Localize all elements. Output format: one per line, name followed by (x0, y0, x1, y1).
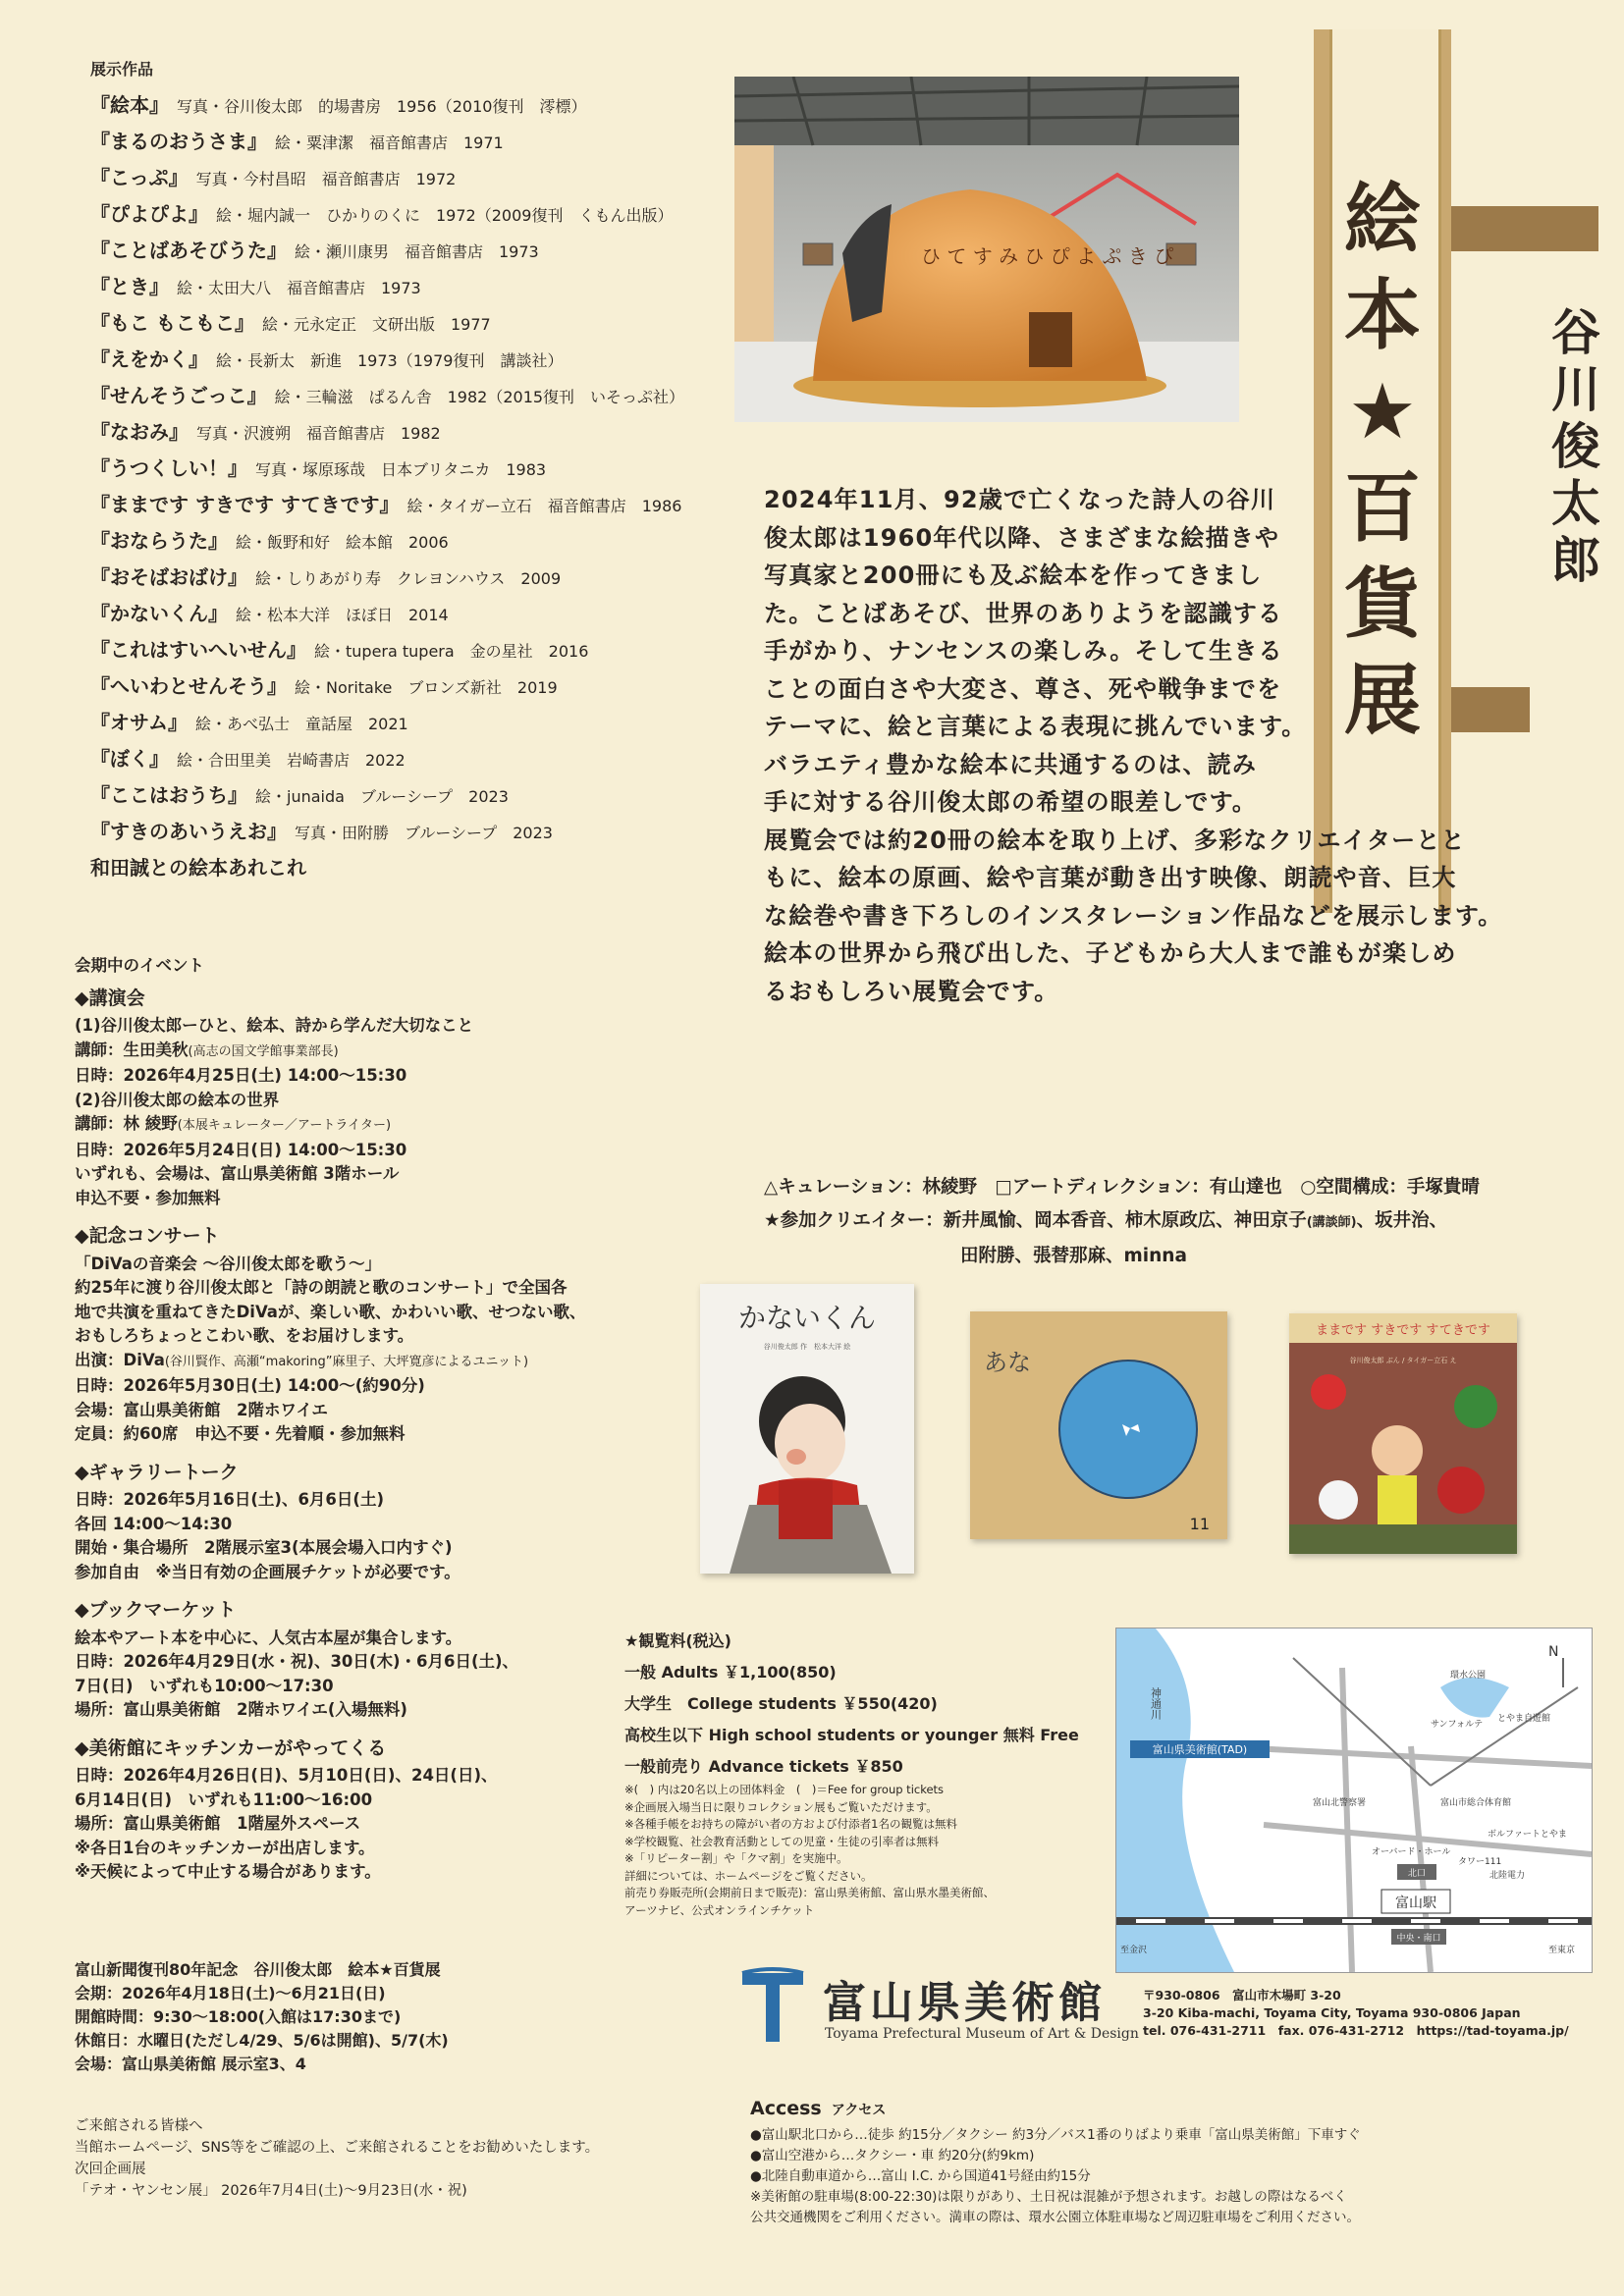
work-title: 『おそばおばけ』 (90, 565, 247, 589)
fee-line: 一般前売り Advance tickets ￥850 (624, 1757, 903, 1776)
title-char: 展 (1343, 657, 1421, 745)
map-label: 至金沢 (1120, 1946, 1148, 1955)
fee-line: 大学生 College students ￥550(420) (624, 1694, 938, 1713)
book-market-title: ◆ブックマーケット (75, 1599, 237, 1621)
work-detail: 絵・粟津潔 福音館書店 1971 (275, 133, 504, 152)
works-heading: 展示作品 (90, 60, 154, 79)
map-label-river: 神通川 (1149, 1687, 1163, 1720)
north-arrow-icon: N (1548, 1644, 1559, 1660)
work-item (90, 525, 719, 561)
map-label: 富山北警察署 (1313, 1798, 1367, 1808)
lecture-line: (1)谷川俊太郎ーひと、絵本、詩から学んだ大切なこと (75, 1016, 474, 1035)
fee-note: ※( ) 内は20名以上の団体料金 ( )＝Fee for group tickets (624, 1783, 945, 1796)
author-char: 川 (1551, 361, 1600, 418)
work-title: 『すきのあいうえお』 (90, 820, 287, 843)
intro-line: 手に対する谷川俊太郎の希望の眼差しです。 (764, 788, 1258, 816)
exhibition-info (75, 1958, 703, 2076)
museum-name-en: Toyama Prefectural Museum of Art & Design (825, 2026, 1139, 2042)
work-detail: 写真・塚原琢哉 日本ブリタニカ 1983 (255, 460, 547, 479)
intro-line: 2024年11月、92歳で亡くなった詩人の谷川 (764, 486, 1276, 513)
work-item (90, 307, 719, 344)
intro-line: 絵本の世界から飛び出した、子どもから大人まで誰もが楽しめ (764, 939, 1457, 967)
work-title: 『ぴよぴよ』 (90, 202, 208, 226)
gallery-talk-line: 参加自由 ※当日有効の企画展チケットが必要です。 (75, 1562, 460, 1581)
work-item (90, 743, 719, 779)
work-title: 『ぼく』 (90, 747, 169, 771)
work-item (90, 126, 719, 162)
work-item (90, 779, 719, 816)
fee-note: ※「リピーター割」や「クマ割」を実施中。 (624, 1851, 848, 1865)
map-label: オーバード・ホール (1372, 1847, 1451, 1857)
work-detail: 絵・三輪滋 ぱるん舎 1982（2015復刊 いそっぷ社） (274, 388, 685, 406)
work-detail: 絵・瀬川康男 福音館書店 1973 (295, 242, 539, 261)
lecture-line: 講師：生田美秋(高志の国文学館事業部長) (75, 1040, 339, 1059)
access-line: 公共交通機関をご利用ください。満車の際は、環水公園立体駐車場など周辺駐車場をご利用ください。 (750, 2210, 1360, 2225)
fee-line: 一般 Adults ￥1,100(850) (624, 1663, 837, 1682)
fee-note: ※各種手帳をお持ちの障がい者の方および付添者1名の観覧は無料 (624, 1817, 957, 1831)
museum-address (1143, 1987, 1569, 2040)
map-label: 中央・南口 (1396, 1934, 1441, 1944)
visitor-notes (75, 2115, 703, 2202)
fee-note: ※学校観覧、社会教育活動としての児童・生徒の引率者は無料 (624, 1834, 940, 1848)
intro-line: バラエティ豊かな絵本に共通するのは、読み (764, 750, 1258, 778)
title-char: 本 (1343, 272, 1421, 360)
book-cover-ana (970, 1311, 1227, 1539)
book-cover-kanaikun (700, 1284, 914, 1574)
work-detail: 絵・junaida ブルーシープ 2023 (255, 787, 509, 806)
work-item (90, 235, 719, 271)
note-line: 「テオ・ヤンセン展」 2026年7月4日(土)〜9月23日(水・祝) (75, 2183, 467, 2199)
intro-line: テーマに、絵と言葉による表現に挑んでいます。 (764, 713, 1307, 740)
work-item (90, 344, 719, 380)
intro-text (764, 481, 1589, 1010)
info-line: 富山新聞復刊80年記念 谷川俊太郎 絵本★百貨展 (75, 1960, 441, 1979)
work-title: 『うつくしい！』 (90, 456, 247, 480)
book-market-line: 日時：2026年4月29日(水・祝)、30日(木)・6月6日(土)、 (75, 1652, 519, 1671)
intro-line: るおもしろい展覧会です。 (764, 977, 1059, 1005)
author-char: 郎 (1551, 532, 1600, 589)
note-line: 次回企画展 (75, 2162, 146, 2177)
access-heading: Access アクセス (750, 2098, 887, 2119)
title-char: ★ (1348, 368, 1417, 456)
work-item (90, 598, 719, 634)
work-title: 『とき』 (90, 275, 169, 298)
kitchen-car-line: ※天候によって中止する場合があります。 (75, 1862, 381, 1881)
work-detail: 絵・合田里美 岩崎書店 2022 (177, 751, 406, 770)
map-label-museum: 富山県美術館(TAD) (1152, 1743, 1248, 1756)
work-title: 『ことばあそびうた』 (90, 239, 287, 262)
work-detail: 絵・松本大洋 ほぼ日 2014 (236, 606, 449, 624)
work-item (90, 816, 719, 852)
lecture-line: 講師：林 綾野(本展キュレーター／アートライター) (75, 1114, 392, 1133)
work-item (90, 453, 719, 489)
work-detail: 絵・しりあがり寿 クレヨンハウス 2009 (255, 569, 562, 588)
book-title: あな (984, 1349, 1031, 1376)
concert-line: おもしろちょっとこわい歌、をお届けします。 (75, 1326, 414, 1345)
work-title: 『こっぷ』 (90, 166, 189, 189)
author-char: 谷 (1551, 304, 1600, 361)
work-title: 『これはすいへいせん』 (90, 638, 306, 662)
concert-line: 日時：2026年5月30日(土) 14:00〜(約90分) (75, 1376, 425, 1395)
kitchen-car-line: 6月14日(日) いずれも11:00〜16:00 (75, 1789, 373, 1809)
gallery-talk-line: 開始・集合場所 2階展示室3(本展会場入口内すぐ) (75, 1538, 453, 1557)
banner-tab (1451, 206, 1598, 251)
gallery-talk-line: 各回 14:00〜14:30 (75, 1514, 233, 1533)
work-title: 『へいわとせんそう』 (90, 674, 287, 698)
exhibition-photo (734, 77, 1239, 422)
access-line: ●北陸自動車道から…富山 I.C. から国道41号経由約15分 (750, 2168, 1091, 2184)
map-label: 環水公園 (1450, 1671, 1487, 1681)
book-market-line: 場所：富山県美術館 2階ホワイエ(入場無料) (75, 1700, 407, 1719)
fee-note: 詳細については、ホームページをご覧ください。 (624, 1868, 873, 1883)
book-market-section (75, 1598, 703, 1723)
book-subtitle: 谷川俊太郎 作 松本大洋 絵 (763, 1343, 851, 1351)
info-line: 会場：富山県美術館 展示室3、4 (75, 2055, 306, 2073)
work-item (90, 852, 719, 888)
concert-line: 会場：富山県美術館 2階ホワイエ (75, 1400, 328, 1419)
fee-note: ※企画展入場当日に限りコレクション展もご覧いただけます。 (624, 1799, 938, 1814)
work-title: 『えをかく』 (90, 347, 208, 371)
book-number: 11 (1189, 1515, 1210, 1533)
book-market-line: 絵本やアート本を中心に、人気古本屋が集合します。 (75, 1628, 462, 1647)
work-detail: 絵・太田大八 福音館書店 1973 (177, 279, 421, 297)
access-line: ※美術館の駐車場(8:00-22:30)は限りがあり、土日祝は混雑が予想されます。お越しの際はなるべく (750, 2189, 1347, 2205)
lecture-line: 日時：2026年5月24日(日) 14:00〜15:30 (75, 1140, 407, 1159)
work-item (90, 198, 719, 235)
map-label: とやま自遊館 (1497, 1714, 1551, 1724)
work-title: 『おならうた』 (90, 529, 228, 553)
work-title: 和田誠との絵本あれこれ (90, 856, 306, 880)
work-item (90, 271, 719, 307)
work-detail: 絵・Noritake ブロンズ新社 2019 (295, 678, 558, 697)
work-title: 『絵本』 (90, 93, 169, 117)
address-line: tel. 076-431-2711 fax. 076-431-2712 https://tad-toyama.jp/ (1143, 2023, 1569, 2038)
access-line: ●富山空港から…タクシー・車 約20分(約9km) (750, 2148, 1035, 2163)
title-char: 絵 (1343, 176, 1421, 264)
lecture-line: 日時：2026年4月25日(土) 14:00〜15:30 (75, 1066, 407, 1085)
fee-notes (624, 1782, 1086, 1919)
address-line: 〒930-0806 富山市木場町 3-20 (1143, 1988, 1341, 2002)
intro-line: もに、絵本の原画、絵や言葉が動き出す映像、朗読や音、巨大 (764, 864, 1457, 891)
concert-line: 出演：DiVa(谷川賢作、高瀬“makoring”麻里子、大坪寛彦によるユニット) (75, 1350, 529, 1369)
concert-section (75, 1224, 703, 1447)
credits-line: △キュレーション：林綾野 □アートディレクション：有山達也 ○空間構成：手塚貴晴 (764, 1177, 1480, 1198)
info-line: 開館時間：9:30〜18:00(入館は17:30まで) (75, 2007, 402, 2026)
intro-line: 展覧会では約20冊の絵本を取り上げ、多彩なクリエイターとと (764, 826, 1466, 854)
intro-line: ことの面白さや大変さ、尊さ、死や戦争までを (764, 674, 1282, 703)
events-section (75, 954, 703, 1898)
book-market-line: 7日(日) いずれも10:00〜17:30 (75, 1676, 334, 1695)
concert-line: 約25年に渡り谷川俊太郎と「詩の朗読と歌のコンサート」で全国各 (75, 1278, 568, 1297)
title-char: 貨 (1343, 561, 1421, 649)
events-heading: 会期中のイベント (75, 956, 204, 975)
work-item (90, 489, 719, 525)
work-detail: 写真・谷川俊太郎 的場書房 1956（2010復刊 澪標） (177, 97, 587, 116)
kitchen-car-title: ◆美術館にキッチンカーがやってくる (75, 1736, 387, 1759)
map-label-station: 富山駅 (1395, 1896, 1436, 1911)
work-item (90, 670, 719, 707)
gallery-talk-line: 日時：2026年5月16日(土)、6月6日(土) (75, 1490, 384, 1509)
kitchen-car-line: 場所：富山県美術館 1階屋外スペース (75, 1814, 361, 1833)
work-detail: 絵・タイガー立石 福音館書店 1986 (406, 497, 682, 515)
fee-line: 高校生以下 High school students or younger 無料 Free (624, 1726, 1079, 1744)
work-title: 『ままです すきです すてきです』 (90, 493, 400, 516)
author-char: 太 (1551, 475, 1600, 532)
work-detail: 絵・tupera tupera 金の星社 2016 (314, 642, 589, 661)
map-label: ボルファートとやま (1488, 1830, 1567, 1840)
work-item (90, 634, 719, 670)
intro-line: 写真家と200冊にも及ぶ絵本を作ってきまし (764, 561, 1263, 589)
lecture-title: ◆講演会 (75, 987, 145, 1009)
work-detail: 絵・元永定正 文研出版 1977 (261, 315, 491, 334)
info-line: 会期：2026年4月18日(土)〜6月21日(日) (75, 1984, 386, 2002)
intro-line: 俊太郎は1960年代以降、さまざまな絵描きや (764, 523, 1280, 552)
work-detail: 絵・あべ弘士 童話屋 2021 (195, 715, 408, 733)
work-title: 『まるのおうさま』 (90, 130, 267, 153)
book-title: かないくん (737, 1302, 877, 1334)
author-char: 俊 (1551, 418, 1600, 475)
credits-line: 田附勝、張替那麻、minna (960, 1246, 1187, 1266)
kitchen-car-section (75, 1736, 703, 1885)
access-map (1115, 1628, 1593, 1973)
intro-line: な絵巻や書き下ろしのインスタレーション作品などを展示します。 (764, 901, 1503, 930)
note-line: ご来館される皆様へ (75, 2118, 203, 2134)
work-detail: 絵・堀内誠一 ひかりのくに 1972（2009復刊 くもん出版） (216, 206, 674, 225)
work-item (90, 380, 719, 416)
work-title: 『もこ もこもこ』 (90, 311, 254, 335)
work-detail: 写真・沢渡朔 福音館書店 1982 (196, 424, 441, 443)
map-label: 北陸電力 (1489, 1871, 1526, 1881)
concert-line: 定員：約60席 申込不要・先着順・参加無料 (75, 1424, 406, 1443)
museum-name: 富山県美術館 (823, 1978, 1106, 2028)
work-item (90, 162, 719, 198)
kitchen-car-line: ※各日1台のキッチンカーが出店します。 (75, 1838, 375, 1857)
work-item (90, 561, 719, 598)
work-title: 『オサム』 (90, 711, 188, 734)
lecture-section (75, 987, 703, 1211)
work-detail: 写真・田附勝 ブルーシープ 2023 (295, 824, 553, 842)
fee-note: 前売り券販売所(会期前日まで販売)：富山県美術館、富山県水墨美術館、 (624, 1886, 995, 1899)
book-cover-mamadesu (1289, 1313, 1517, 1554)
credits-line: ★参加クリエイター：新井風愉、岡本香音、柿木原政広、神田京子(講談師)、坂井治、 (764, 1210, 1448, 1231)
work-title: 『ここはおうち』 (90, 783, 247, 807)
map-label: 北口 (1407, 1869, 1427, 1879)
lecture-line: (2)谷川俊太郎の絵本の世界 (75, 1090, 280, 1109)
title-char: 百 (1343, 464, 1421, 553)
concert-title: ◆記念コンサート (75, 1225, 220, 1247)
work-item (90, 416, 719, 453)
kitchen-car-line: 日時：2026年4月26日(日)、5月10日(日)、24日(日)、 (75, 1766, 498, 1785)
map-label: タワー111 (1458, 1857, 1502, 1867)
map-label: 富山市総合体育館 (1440, 1798, 1512, 1808)
address-line: 3-20 Kiba-machi, Toyama City, Toyama 930-0806 Japan (1143, 2005, 1521, 2020)
gallery-talk-title: ◆ギャラリートーク (75, 1461, 239, 1483)
museum-logo-icon (738, 1965, 807, 2048)
work-detail: 写真・今村昌昭 福音館書店 1972 (195, 170, 457, 188)
admission-fees (624, 1626, 1086, 1783)
fees-heading: ★観覧料(税込) (624, 1631, 731, 1650)
dome-lettering: ひ て す み ひ ぴ よ ぷ き ぴ (921, 244, 1174, 268)
works-list (90, 57, 719, 888)
concert-line: 「DiVaの音楽会 〜谷川俊太郎を歌う〜」 (75, 1254, 382, 1273)
lecture-line: いずれも、会場は、富山県美術館 3階ホール (75, 1164, 400, 1183)
gallery-talk-section (75, 1461, 703, 1585)
book-subtitle: 谷川俊太郎 ぶん / タイガー立石 え (1349, 1357, 1457, 1364)
work-detail: 絵・飯野和好 絵本館 2006 (236, 533, 449, 552)
intro-line: 手がかり、ナンセンスの楽しみ。そして生きる (764, 637, 1283, 665)
note-line: 当館ホームページ、SNS等をご確認の上、ご来館されることをお勧めいたします。 (75, 2140, 600, 2156)
work-title: 『なおみ』 (90, 420, 189, 444)
work-item (90, 89, 719, 126)
work-item (90, 707, 719, 743)
work-title: 『かないくん』 (90, 602, 228, 625)
fee-note: アーツナビ、公式オンラインチケット (624, 1902, 815, 1917)
work-title: 『せんそうごっこ』 (90, 384, 267, 407)
access-info (750, 2099, 1595, 2228)
map-label: 至東京 (1548, 1946, 1576, 1955)
credits (764, 1171, 1589, 1273)
intro-line: た。ことばあそび、世界のありようを認識する (764, 599, 1283, 627)
access-line: ●富山駅北口から…徒歩 約15分／タクシー 約3分／バス1番のりばより乗車「富山県美術館」下車すぐ (750, 2127, 1361, 2143)
book-title: ままです すきです すてきです (1316, 1323, 1490, 1338)
map-label: サンフォルテ (1431, 1720, 1484, 1730)
info-line: 休館日：水曜日(ただし4/29、5/6は開館)、5/7(木) (75, 2031, 449, 2050)
work-detail: 絵・長新太 新進 1973（1979復刊 講談社） (216, 351, 564, 370)
lecture-line: 申込不要・参加無料 (75, 1188, 221, 1207)
concert-line: 地で共演を重ねてきたDiVaが、楽しい歌、かわいい歌、せつない歌、 (75, 1302, 586, 1321)
